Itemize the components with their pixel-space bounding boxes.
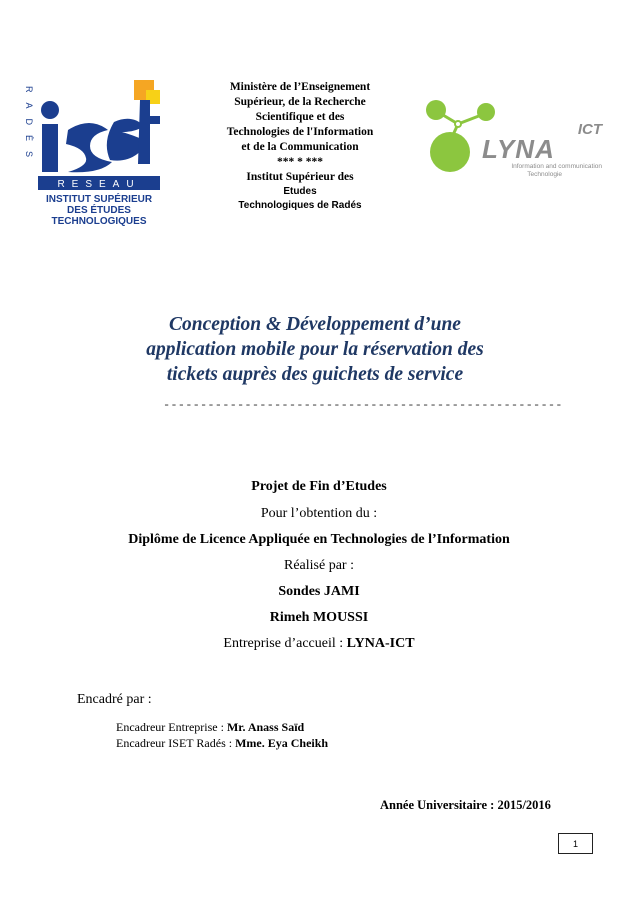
iset-band-text: RESEAU <box>57 179 141 190</box>
title-line: Conception & Développement d’une <box>169 314 461 335</box>
institute-line: Institut Supérieur des <box>246 171 354 183</box>
ministry-header <box>205 80 395 213</box>
supervisor-name: Mr. Anass Saïd <box>226 720 305 734</box>
host-company-label: Entreprise d’accueil : <box>223 636 347 651</box>
title-line: tickets auprès des guichets de service <box>166 364 464 385</box>
host-company <box>0 636 638 652</box>
iset-logo <box>22 80 162 228</box>
project-type: Projet de Fin d’Etudes <box>251 479 387 494</box>
supervisor-role: Encadreur ISET Radés : <box>116 736 236 750</box>
obtention-text: Pour l’obtention du : <box>260 506 378 521</box>
lyna-tagline-1: Information and communication <box>511 163 602 170</box>
page-number: 1 <box>558 833 593 854</box>
supervisor-list <box>116 719 328 751</box>
supervisor-item <box>116 719 328 735</box>
lyna-tagline-2: Technologie <box>527 171 562 178</box>
supervisor-item <box>116 735 328 751</box>
lyna-name-text: LYNA <box>482 134 555 164</box>
lyna-ict-text: ICT <box>577 121 602 138</box>
iset-caption-3: TECHNOLOGIQUES <box>51 216 147 227</box>
ministry-line: Ministère de l’Enseignement <box>229 81 371 93</box>
academic-year: Année Universitaire : 2015/2016 <box>380 798 551 812</box>
host-company-name: LYNA-ICT <box>346 636 415 651</box>
student-name: Rimeh MOUSSI <box>269 610 369 625</box>
project-title <box>90 312 540 387</box>
iset-side-text: RADÈS <box>24 86 34 168</box>
diploma-text: Diplôme de Licence Appliquée en Technologies de l’Information <box>128 532 510 547</box>
ministry-line: Supérieur, de la Recherche <box>234 96 366 108</box>
lyna-ict-logo <box>424 94 608 178</box>
ministry-separator: *** * *** <box>277 156 323 168</box>
institute-line: Technologiques de Radés <box>238 200 362 211</box>
ministry-line: Scientifique et des <box>255 111 345 123</box>
ministry-line: et de la Communication <box>241 141 359 153</box>
supervised-by-label: Encadré par : <box>77 692 152 707</box>
realise-label: Réalisé par : <box>284 558 354 573</box>
student-name: Sondes JAMI <box>278 584 360 599</box>
ministry-line: Technologies de l'Information <box>226 126 374 138</box>
title-line: application mobile pour la réservation des <box>146 339 484 360</box>
supervisor-name: Mme. Eya Cheikh <box>235 736 329 750</box>
institute-line: Etudes <box>283 186 317 197</box>
iset-caption-2: DES ÉTUDES <box>67 205 131 216</box>
supervisor-role: Encadreur Entreprise : <box>116 720 227 734</box>
title-divider: ------------------------------------------------------ <box>163 398 563 412</box>
iset-caption-1: INSTITUT SUPÉRIEUR <box>45 194 153 205</box>
